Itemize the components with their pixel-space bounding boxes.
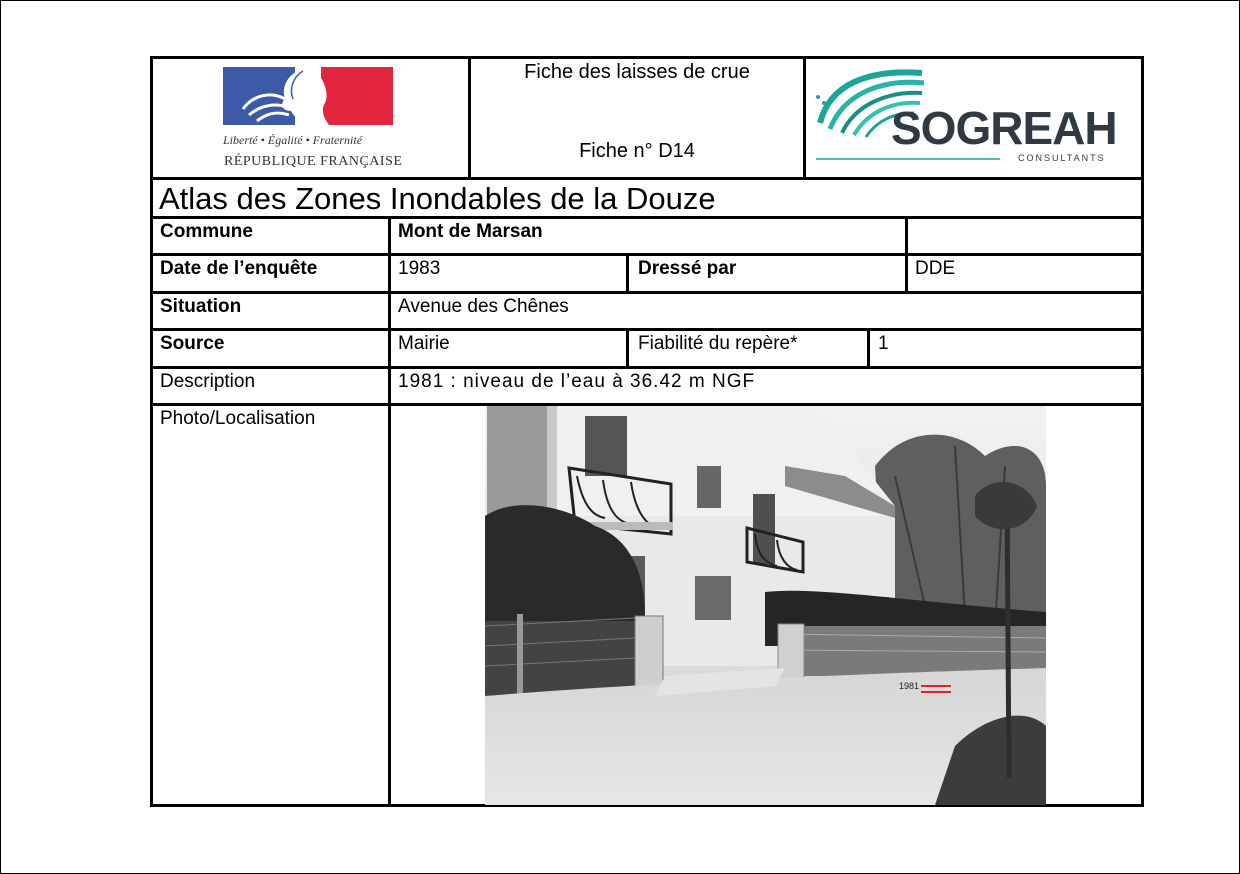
table-line	[150, 177, 1144, 180]
description-value: 1981 : niveau de l’eau à 36.42 m NGF	[398, 371, 756, 392]
table-line	[150, 291, 1144, 294]
commune-value: Mont de Marsan	[398, 221, 543, 242]
marianne-name: RÉPUBLIQUE FRANÇAISE	[224, 154, 403, 169]
table-line	[905, 216, 908, 293]
reliability-label: Fiabilité du repère*	[638, 333, 798, 354]
reliability-value: 1	[878, 333, 889, 354]
fiche-title: Fiche des laisses de crue	[524, 61, 750, 83]
sogreah-logo	[806, 59, 1141, 177]
table-line	[867, 328, 870, 368]
table-line	[388, 216, 391, 807]
table-line	[626, 253, 629, 293]
site-photo	[485, 406, 1046, 805]
marianne-logo	[153, 59, 468, 177]
sogreah-name: SOGREAH	[891, 102, 1117, 154]
date-value: 1983	[398, 258, 441, 279]
flood-mark-sheet	[150, 56, 1144, 807]
author-value: DDE	[915, 258, 956, 279]
marianne-motto: Liberté • Égalité • Fraternité	[223, 133, 363, 147]
table-line	[150, 253, 1144, 256]
atlas-title: Atlas des Zones Inondables de la Douze	[159, 181, 716, 216]
situation-value: Avenue des Chênes	[398, 296, 569, 317]
fiche-number: Fiche n° D14	[579, 140, 695, 162]
source-label: Source	[160, 333, 225, 354]
description-label: Description	[160, 371, 256, 392]
table-line	[150, 328, 1144, 331]
commune-label: Commune	[160, 221, 253, 242]
situation-label: Situation	[160, 296, 242, 317]
sogreah-subtitle: CONSULTANTS	[1018, 153, 1106, 163]
date-label: Date de l’enquête	[160, 258, 318, 279]
site-photo-image	[485, 406, 1046, 805]
table-line	[626, 328, 629, 368]
table-line	[1141, 56, 1144, 807]
flood-mark-label: 1981	[899, 681, 920, 691]
table-line	[150, 366, 1144, 369]
source-value: Mairie	[398, 333, 450, 354]
table-line	[150, 216, 1144, 219]
author-label: Dressé par	[638, 258, 737, 279]
photo-label: Photo/Localisation	[160, 408, 316, 429]
